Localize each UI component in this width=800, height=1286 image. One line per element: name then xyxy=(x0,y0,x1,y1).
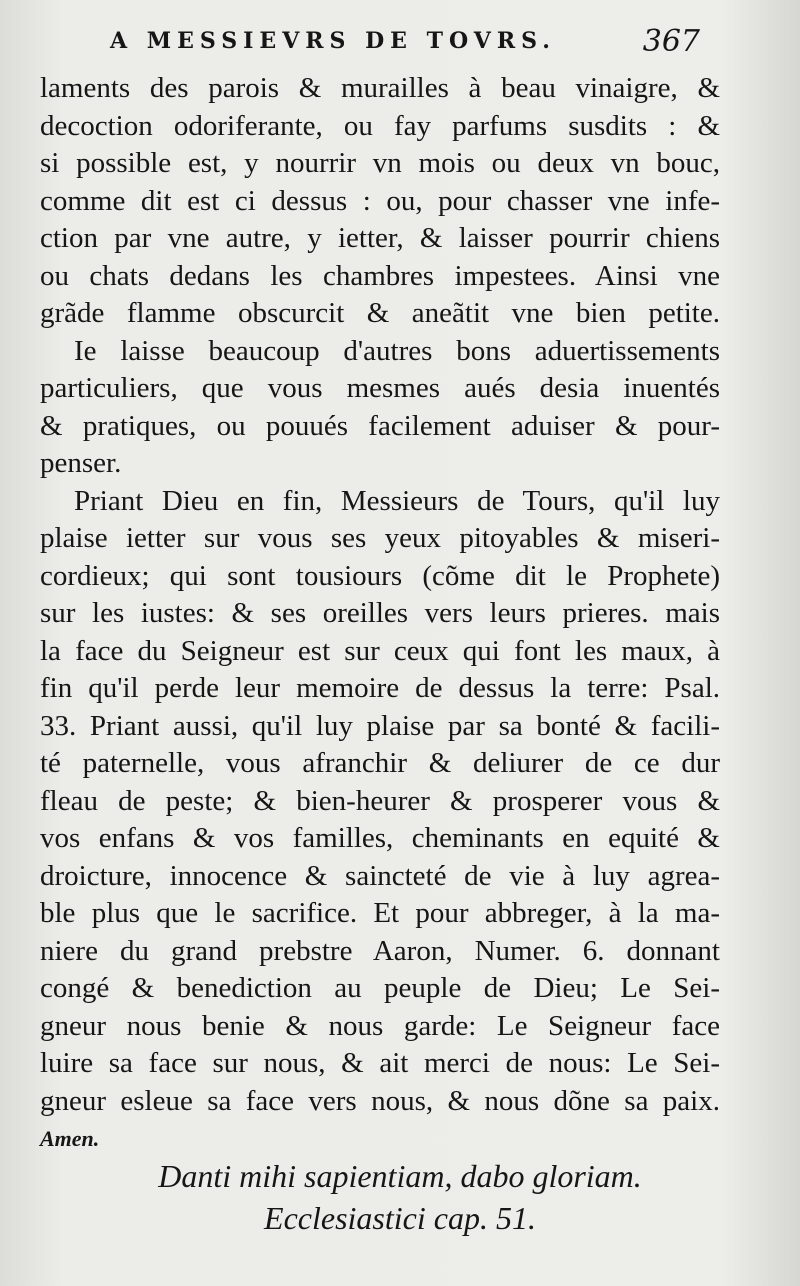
text-line: fin qu'il perde leur memoire de dessus la terre: Psal. xyxy=(40,672,720,704)
text-line: droicture, innocence & saincteté de vie à luy agrea- xyxy=(40,859,720,892)
text-line: luire sa face sur nous, & ait merci de nous: Le Sei- xyxy=(40,1047,720,1079)
text-line: congé & benediction au peuple de Dieu; Le Sei- xyxy=(40,972,720,1004)
text-line: ction par vne autre, y ietter, & laisser pourrir chiens xyxy=(40,222,720,254)
text-line: vos enfans & vos familles, cheminants en equité & xyxy=(40,822,720,854)
text-line: plaise ietter sur vous ses yeux pitoyables & miseri- xyxy=(40,522,720,554)
body-text xyxy=(40,70,720,1158)
page-number: 367 xyxy=(642,24,700,59)
text-line: fleau de peste; & bien-heurer & prosperer vous & xyxy=(40,784,720,817)
running-head xyxy=(110,22,700,62)
text-line: niere du grand prebstre Aaron, Numer. 6. donnant xyxy=(40,934,720,967)
text-line: Ie laisse beaucoup d'autres bons aduertissements xyxy=(74,334,720,367)
text-line: laments des parois & murailles à beau vinaigre, & xyxy=(40,72,720,104)
motto-line-2: Ecclesiastici cap. 51. xyxy=(264,1200,536,1236)
text-line: particuliers, que vous mesmes aués desia inuentés xyxy=(40,372,720,404)
text-line: grãde flamme obscurcit & aneãtit vne bien petite. xyxy=(40,297,720,329)
running-title: A MESSIEVRS DE TOVRS. xyxy=(110,28,556,54)
text-line: penser. xyxy=(40,447,122,479)
text-line: 33. Priant aussi, qu'il luy plaise par sa bonté & facili- xyxy=(40,709,720,742)
text-line: & pratiques, ou pouués facilement aduiser & pour- xyxy=(40,409,720,442)
text-line: té paternelle, vous afranchir & deliurer de ce dur xyxy=(40,747,720,779)
text-line: la face du Seigneur est sur ceux qui font les maux, à xyxy=(40,634,720,667)
text-line: gneur nous benie & nous garde: Le Seigneur face xyxy=(40,1009,720,1042)
text-line: ou chats dedans les chambres impestees. Ainsi vne xyxy=(40,259,720,292)
text-line: Priant Dieu en fin, Messieurs de Tours, qu'il luy xyxy=(74,484,720,517)
text-line: ble plus que le sacrifice. Et pour abbreger, à la ma- xyxy=(40,897,720,929)
text-line: cordieux; qui sont tousiours (cõme dit le Prophete) xyxy=(40,559,720,592)
text-line: Amen. xyxy=(40,1126,100,1151)
text-line: si possible est, y nourrir vn mois ou deux vn bouc, xyxy=(40,147,720,179)
text-line: comme dit est ci dessus : ou, pour chasser vne infe- xyxy=(40,184,720,217)
text-line: sur les iustes: & ses oreilles vers leurs prieres. mais xyxy=(40,597,720,629)
motto-line-1: Danti mihi sapientiam, dabo gloriam. xyxy=(158,1158,642,1194)
text-line: decoction odoriferante, ou fay parfums susdits : & xyxy=(40,109,720,142)
text-line: gneur esleue sa face vers nous, & nous dõne sa paix. xyxy=(40,1084,720,1117)
